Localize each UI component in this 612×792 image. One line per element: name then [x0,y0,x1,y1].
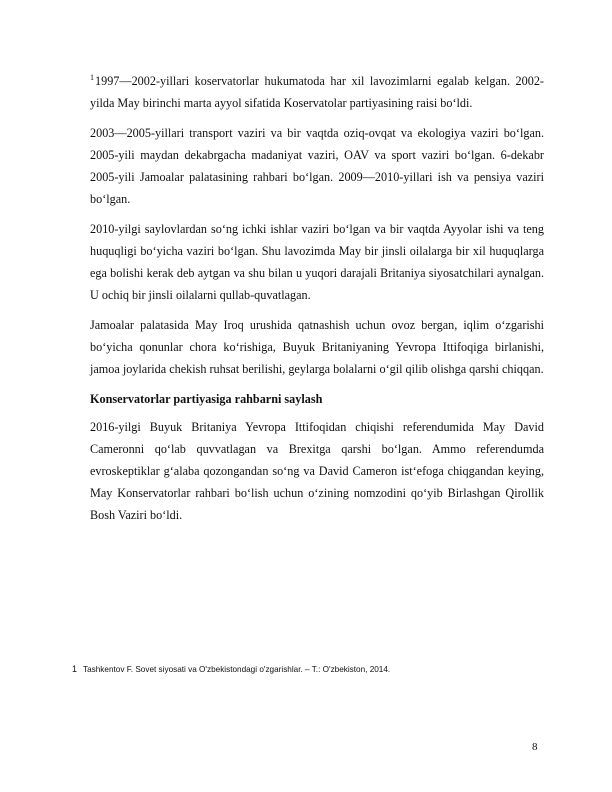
page-number: 8 [532,741,538,753]
footnote-text: Tashkentov F. Sovet siyosati va O'zbekistondagi o'zgarishlar. – T.: O'zbekiston, 2014. [83,665,391,674]
section-heading: Konservatorlar partiyasiga rahbarni saylash [90,392,323,406]
paragraph-3: 2010-yilgi saylovlardan so‘ng ichki ishlar vaziri bo‘lgan va bir vaqtda Ayyolar ishi va teng huquqligi bo‘yicha vaziri bo‘lgan. Shu lavozimda May bir jinsli oilalarga bir xil huquqlarga ega bolishi kerak deb aytgan va shu bilan u yuqori darajali Britaniya siyosatchilari aynalgan. U ochiq bir jinsli oilalarni qullab-quvatlagan. [90,222,544,302]
footnote-reference[interactable]: 1 [90,73,94,82]
paragraph-4: Jamoalar palatasida May Iroq urushida qatnashish uchun ovoz bergan, iqlim o‘zgarishi bo‘yicha qonunlar chora ko‘rishiga, Buyuk Britaniyaning Yevropa Ittifoqiga birlanishi, jamoa joylarida chekish ruhsat berilishi, geylarga bolalarni o‘gil qilib olishga qarshi chiqqan. [90,318,544,376]
paragraph-1-text: 1997—2002-yillari koservatorlar hukumatoda har xil lavozimlarni egalab kelgan. 2002-yilda May birinchi marta ayyol sifatida Koservatolar partiyasining raisi bo‘ldi. [90,74,544,110]
paragraph-5: 2016-yilgi Buyuk Britaniya Yevropa Ittifoqidan chiqishi referendumida May David Cameronni qo‘lab quvvatlagan va Brexitga qarshi bo‘lgan. Ammo referendumda evroskeptiklar g‘alaba qozongandan so‘ng va David Cameron ist‘efoga chiqgandan keying, May Konservatorlar rahbari bo‘lish uchun o‘zining nomzodini qo‘yib Birlashgan Qirollik Bosh Vaziri bo‘ldi. [90,420,544,522]
body-text [90,67,544,534]
paragraph-1 [90,67,544,114]
footnote-mark: 1 [72,664,78,674]
footnote [72,664,552,674]
paragraph-2: 2003—2005-yillari transport vaziri va bir vaqtda oziq-ovqat va ekologiya vaziri bo‘lgan. 2005-yili maydan dekabrgacha madaniyat vaziri, OAV va sport vaziri bo‘lgan. 6-dekabr 2005-yili Jamoalar palatasining rahbari bo‘lgan. 2009—2010-yillari ish va pensiya vaziri bo‘lgan. [90,126,544,206]
